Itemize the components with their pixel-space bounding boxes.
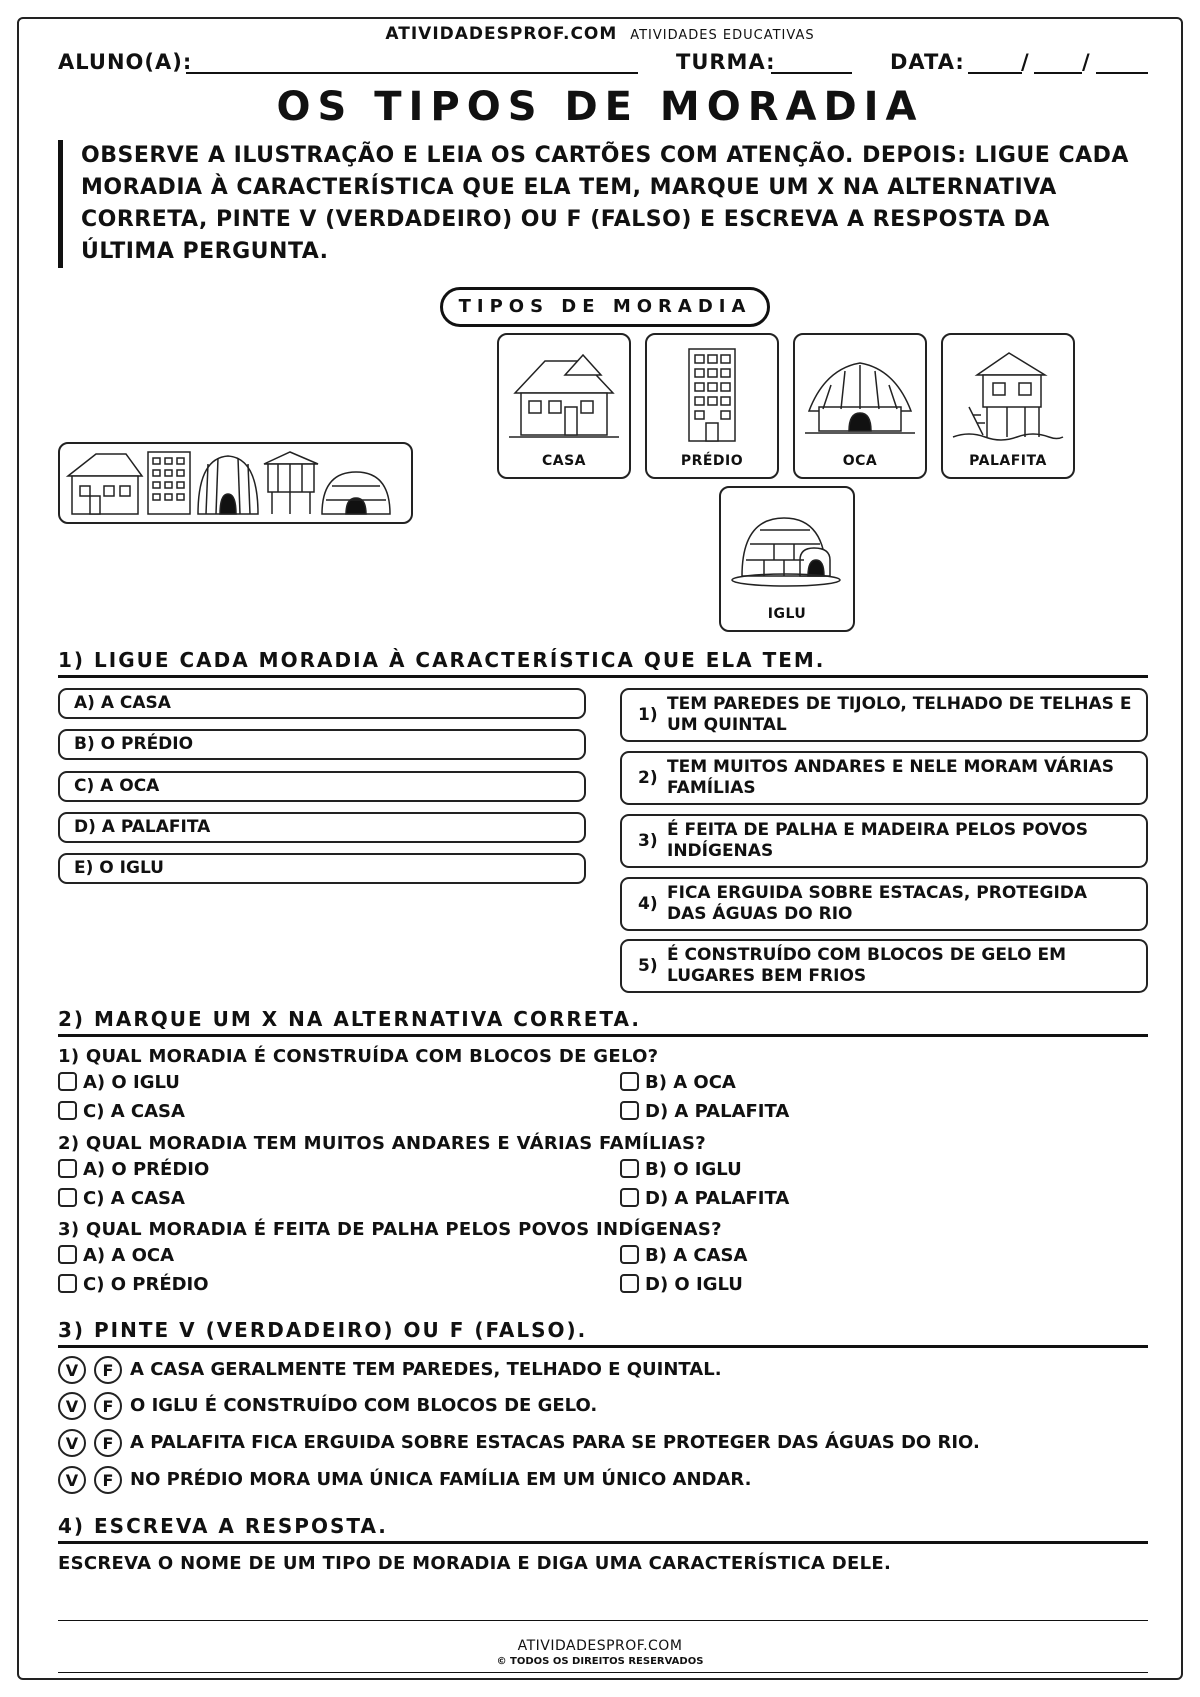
checkbox[interactable] (620, 1101, 639, 1120)
option-label: D) A PALAFITA (645, 1188, 790, 1209)
date-day-line[interactable] (968, 72, 1022, 74)
checkbox[interactable] (58, 1159, 77, 1178)
section2-title: 2) MARQUE UM X NA ALTERNATIVA CORRETA. (58, 1007, 641, 1031)
option[interactable] (58, 1101, 185, 1122)
option-label: B) A OCA (645, 1072, 736, 1093)
card-oca (793, 333, 927, 479)
checkbox[interactable] (58, 1245, 77, 1264)
houses-strip-icon (60, 444, 411, 522)
option-label: B) A CASA (645, 1245, 748, 1266)
match-left-b[interactable]: B) O PRÉDIO (58, 729, 586, 760)
option-label: A) A OCA (83, 1245, 175, 1266)
checkbox[interactable] (620, 1188, 639, 1207)
match-left-a[interactable]: A) A CASA (58, 688, 586, 719)
statement: A CASA GERALMENTE TEM PAREDES, TELHADO E QUINTAL. (130, 1359, 722, 1380)
section1-rule (58, 675, 1148, 678)
match-left-d[interactable]: D) A PALAFITA (58, 812, 586, 843)
site-subtitle: ATIVIDADES EDUCATIVAS (630, 28, 815, 43)
section4-title: 4) ESCREVA A RESPOSTA. (58, 1514, 388, 1538)
match-right-2[interactable] (620, 751, 1148, 805)
false-circle[interactable]: F (94, 1466, 122, 1494)
checkbox[interactable] (620, 1072, 639, 1091)
footer-rights: © TODOS OS DIREITOS RESERVADOS (496, 1656, 704, 1667)
card-label: PRÉDIO (680, 453, 744, 469)
match-right-text: FICA ERGUIDA SOBRE ESTACAS, PROTEGIDA DAS ÁGUAS DO RIO (667, 883, 1088, 924)
true-circle[interactable]: V (58, 1466, 86, 1494)
false-circle[interactable]: F (94, 1392, 122, 1420)
true-false-item (58, 1356, 722, 1384)
match-left-e[interactable]: E) O IGLU (58, 853, 586, 884)
section4-prompt: ESCREVA O NOME DE UM TIPO DE MORADIA E DIGA UMA CARACTERÍSTICA DELE. (58, 1553, 892, 1574)
aluno-label: ALUNO(A): (58, 50, 193, 74)
oca-icon (801, 345, 919, 445)
statement: A PALAFITA FICA ERGUIDA SOBRE ESTACAS PARA SE PROTEGER DAS ÁGUAS DO RIO. (130, 1432, 980, 1453)
true-false-item (58, 1392, 597, 1420)
option[interactable] (620, 1245, 747, 1266)
section2-rule (58, 1034, 1148, 1037)
true-circle[interactable]: V (58, 1356, 86, 1384)
match-right-text: TEM PAREDES DE TIJOLO, TELHADO DE TELHAS E UM QUINTAL (667, 694, 1132, 735)
question-1: 1) QUAL MORADIA É CONSTRUÍDA COM BLOCOS DE GELO? (58, 1046, 659, 1067)
match-right-1[interactable] (620, 688, 1148, 742)
date-year-line[interactable] (1096, 72, 1148, 74)
checkbox[interactable] (58, 1188, 77, 1207)
card-label: OCA (842, 453, 878, 469)
aluno-line[interactable] (186, 72, 638, 74)
option-label: C) O PRÉDIO (83, 1274, 209, 1295)
match-left-c[interactable]: C) A OCA (58, 771, 586, 802)
option[interactable] (58, 1188, 185, 1209)
house-icon (505, 345, 623, 445)
cards-title: TIPOS DE MORADIA (440, 287, 770, 327)
checkbox[interactable] (58, 1274, 77, 1293)
option[interactable] (620, 1072, 736, 1093)
data-label: DATA: (890, 50, 965, 74)
match-right-text: É FEITA DE PALHA E MADEIRA PELOS POVOS INDÍGENAS (667, 820, 1089, 861)
true-false-item (58, 1429, 980, 1457)
checkbox[interactable] (620, 1159, 639, 1178)
date-sep-1: / (1021, 50, 1030, 74)
option[interactable] (620, 1188, 789, 1209)
checkbox[interactable] (58, 1072, 77, 1091)
option[interactable] (620, 1159, 742, 1180)
option[interactable] (58, 1072, 180, 1093)
question-2: 2) QUAL MORADIA TEM MUITOS ANDARES E VÁRIAS FAMÍLIAS? (58, 1133, 707, 1154)
match-right-num: 5) (638, 956, 658, 976)
option-label: B) O IGLU (645, 1159, 742, 1180)
match-right-num: 2) (638, 768, 658, 788)
false-circle[interactable]: F (94, 1356, 122, 1384)
card-label: IGLU (767, 606, 807, 622)
match-right-num: 4) (638, 894, 658, 914)
card-label: PALAFITA (969, 453, 1047, 469)
footer-rule (58, 1672, 1148, 1673)
match-right-num: 1) (638, 705, 658, 725)
checkbox[interactable] (620, 1245, 639, 1264)
card-iglu (719, 486, 855, 632)
site-name: ATIVIDADESPROF.COM (385, 24, 618, 44)
match-right-5[interactable] (620, 939, 1148, 993)
statement: O IGLU É CONSTRUÍDO COM BLOCOS DE GELO. (130, 1395, 598, 1416)
section1-title: 1) LIGUE CADA MORADIA À CARACTERÍSTICA QUE ELA TEM. (58, 648, 826, 672)
true-circle[interactable]: V (58, 1392, 86, 1420)
match-right-text: TEM MUITOS ANDARES E NELE MORAM VÁRIAS FAMÍLIAS (667, 757, 1114, 798)
houses-strip (58, 442, 413, 524)
option[interactable] (620, 1101, 789, 1122)
section4-rule (58, 1541, 1148, 1544)
false-circle[interactable]: F (94, 1429, 122, 1457)
option[interactable] (58, 1274, 209, 1295)
match-right-3[interactable] (620, 814, 1148, 868)
building-icon (653, 345, 771, 445)
checkbox[interactable] (58, 1101, 77, 1120)
match-right-4[interactable] (620, 877, 1148, 931)
site-header (0, 24, 1200, 44)
match-right-text: É CONSTRUÍDO COM BLOCOS DE GELO EM LUGARES BEM FRIOS (667, 945, 1067, 986)
instructions: OBSERVE A ILUSTRAÇÃO E LEIA OS CARTÕES COM ATENÇÃO. DEPOIS: LIGUE CADA MORADIA À CARACTERÍSTICA QUE ELA TEM, MARQUE UM X NA ALTERNATIVA CORRETA, PINTE V (VERDADEIRO) OU F (FALSO) E ESCREVA A RESPOSTA DA ÚLTIMA PERGUNTA. (58, 140, 1131, 268)
turma-label: TURMA: (676, 50, 776, 74)
card-palafita (941, 333, 1075, 479)
checkbox[interactable] (620, 1274, 639, 1293)
page-title: OS TIPOS DE MORADIA (276, 84, 924, 130)
card-predio (645, 333, 779, 479)
option-label: A) O IGLU (83, 1072, 180, 1093)
answer-line[interactable] (58, 1620, 1148, 1621)
stilt-house-icon (949, 345, 1067, 445)
igloo-icon (728, 498, 846, 598)
option-label: C) A CASA (83, 1188, 185, 1209)
card-label: CASA (541, 453, 587, 469)
turma-line[interactable] (771, 72, 852, 74)
date-month-line[interactable] (1034, 72, 1082, 74)
option[interactable] (620, 1274, 743, 1295)
date-sep-2: / (1082, 50, 1091, 74)
option-label: D) A PALAFITA (645, 1101, 790, 1122)
true-false-item (58, 1466, 751, 1494)
option-label: C) A CASA (83, 1101, 185, 1122)
option[interactable] (58, 1245, 174, 1266)
option-label: A) O PRÉDIO (83, 1159, 210, 1180)
option-label: D) O IGLU (645, 1274, 743, 1295)
option[interactable] (58, 1159, 209, 1180)
statement: NO PRÉDIO MORA UMA ÚNICA FAMÍLIA EM UM ÚNICO ANDAR. (130, 1469, 752, 1490)
card-casa (497, 333, 631, 479)
match-right-num: 3) (638, 831, 658, 851)
true-circle[interactable]: V (58, 1429, 86, 1457)
section3-title: 3) PINTE V (VERDADEIRO) OU F (FALSO). (58, 1318, 588, 1342)
footer-site: ATIVIDADESPROF.COM (517, 1638, 683, 1654)
question-3: 3) QUAL MORADIA É FEITA DE PALHA PELOS POVOS INDÍGENAS? (58, 1219, 722, 1240)
section3-rule (58, 1345, 1148, 1348)
